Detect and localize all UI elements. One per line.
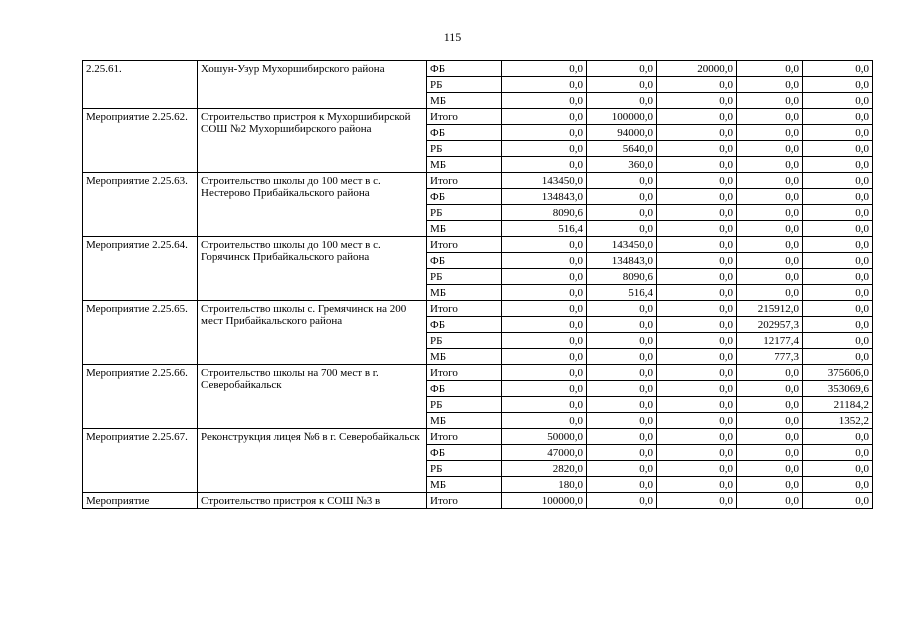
amount-cell: 0,0 bbox=[657, 317, 737, 333]
table-row bbox=[83, 493, 873, 509]
amount-cell: 0,0 bbox=[587, 445, 657, 461]
table-row bbox=[83, 109, 873, 125]
funding-source: Итого bbox=[427, 301, 502, 317]
page-number: 115 bbox=[443, 30, 462, 44]
amount-cell: 0,0 bbox=[657, 205, 737, 221]
amount-cell: 0,0 bbox=[502, 317, 587, 333]
amount-cell: 0,0 bbox=[657, 141, 737, 157]
amount-cell: 0,0 bbox=[737, 365, 803, 381]
amount-cell: 0,0 bbox=[737, 61, 803, 77]
amount-cell: 360,0 bbox=[587, 157, 657, 173]
amount-cell: 0,0 bbox=[657, 157, 737, 173]
funding-source: Итого bbox=[427, 493, 502, 509]
amount-cell: 0,0 bbox=[587, 413, 657, 429]
amount-cell: 12177,4 bbox=[737, 333, 803, 349]
amount-cell: 0,0 bbox=[657, 349, 737, 365]
amount-cell: 0,0 bbox=[737, 285, 803, 301]
activity-code: Мероприятие 2.25.67. bbox=[83, 429, 198, 493]
amount-cell: 0,0 bbox=[657, 365, 737, 381]
amount-cell: 0,0 bbox=[657, 125, 737, 141]
amount-cell: 0,0 bbox=[657, 93, 737, 109]
amount-cell: 0,0 bbox=[803, 269, 873, 285]
amount-cell: 516,4 bbox=[502, 221, 587, 237]
amount-cell: 0,0 bbox=[803, 493, 873, 509]
table-row bbox=[83, 301, 873, 317]
amount-cell: 0,0 bbox=[803, 477, 873, 493]
amount-cell: 0,0 bbox=[657, 413, 737, 429]
funding-source: Итого bbox=[427, 365, 502, 381]
funding-source: Итого bbox=[427, 429, 502, 445]
amount-cell: 0,0 bbox=[587, 317, 657, 333]
amount-cell: 21184,2 bbox=[803, 397, 873, 413]
amount-cell: 0,0 bbox=[657, 381, 737, 397]
amount-cell: 0,0 bbox=[502, 413, 587, 429]
amount-cell: 0,0 bbox=[657, 461, 737, 477]
amount-cell: 0,0 bbox=[737, 253, 803, 269]
amount-cell: 0,0 bbox=[737, 141, 803, 157]
amount-cell: 0,0 bbox=[737, 493, 803, 509]
amount-cell: 0,0 bbox=[737, 413, 803, 429]
amount-cell: 0,0 bbox=[587, 333, 657, 349]
amount-cell: 0,0 bbox=[803, 61, 873, 77]
funding-source: МБ bbox=[427, 93, 502, 109]
amount-cell: 50000,0 bbox=[502, 429, 587, 445]
funding-source: Итого bbox=[427, 109, 502, 125]
amount-cell: 0,0 bbox=[803, 125, 873, 141]
funding-source: ФБ bbox=[427, 189, 502, 205]
amount-cell: 0,0 bbox=[737, 109, 803, 125]
amount-cell: 1352,2 bbox=[803, 413, 873, 429]
amount-cell: 0,0 bbox=[657, 173, 737, 189]
table-row bbox=[83, 237, 873, 253]
amount-cell: 0,0 bbox=[737, 381, 803, 397]
amount-cell: 0,0 bbox=[803, 317, 873, 333]
funding-source: МБ bbox=[427, 221, 502, 237]
amount-cell: 0,0 bbox=[737, 173, 803, 189]
amount-cell: 0,0 bbox=[803, 333, 873, 349]
amount-cell: 0,0 bbox=[587, 205, 657, 221]
amount-cell: 0,0 bbox=[502, 109, 587, 125]
amount-cell: 0,0 bbox=[803, 141, 873, 157]
amount-cell: 180,0 bbox=[502, 477, 587, 493]
activity-name: Строительство пристроя к СОШ №3 в bbox=[198, 493, 427, 509]
amount-cell: 143450,0 bbox=[587, 237, 657, 253]
activity-name: Строительство пристроя к Мухоршибирской СОШ №2 Мухоршибирского района bbox=[198, 109, 427, 173]
amount-cell: 0,0 bbox=[657, 77, 737, 93]
amount-cell: 0,0 bbox=[502, 397, 587, 413]
amount-cell: 0,0 bbox=[587, 429, 657, 445]
amount-cell: 0,0 bbox=[502, 93, 587, 109]
amount-cell: 0,0 bbox=[587, 77, 657, 93]
amount-cell: 0,0 bbox=[502, 157, 587, 173]
funding-source: Итого bbox=[427, 237, 502, 253]
amount-cell: 0,0 bbox=[587, 477, 657, 493]
amount-cell: 0,0 bbox=[737, 429, 803, 445]
activity-code: Мероприятие 2.25.64. bbox=[83, 237, 198, 301]
funding-source: Итого bbox=[427, 173, 502, 189]
amount-cell: 5640,0 bbox=[587, 141, 657, 157]
table-row bbox=[83, 61, 873, 77]
funding-source: РБ bbox=[427, 205, 502, 221]
funding-source: РБ bbox=[427, 333, 502, 349]
amount-cell: 0,0 bbox=[657, 429, 737, 445]
amount-cell: 0,0 bbox=[502, 125, 587, 141]
amount-cell: 143450,0 bbox=[502, 173, 587, 189]
amount-cell: 0,0 bbox=[803, 349, 873, 365]
amount-cell: 0,0 bbox=[502, 237, 587, 253]
amount-cell: 0,0 bbox=[657, 189, 737, 205]
amount-cell: 215912,0 bbox=[737, 301, 803, 317]
amount-cell: 0,0 bbox=[803, 461, 873, 477]
amount-cell: 8090,6 bbox=[502, 205, 587, 221]
amount-cell: 0,0 bbox=[657, 477, 737, 493]
amount-cell: 0,0 bbox=[587, 301, 657, 317]
amount-cell: 0,0 bbox=[657, 397, 737, 413]
funding-source: РБ bbox=[427, 397, 502, 413]
amount-cell: 47000,0 bbox=[502, 445, 587, 461]
activity-name: Реконструкция лицея №6 в г. Северобайкальск bbox=[198, 429, 427, 493]
budget-table bbox=[82, 60, 873, 509]
funding-source: МБ bbox=[427, 413, 502, 429]
amount-cell: 0,0 bbox=[587, 397, 657, 413]
activity-name: Хошун-Узур Мухоршибирского района bbox=[198, 61, 427, 109]
amount-cell: 0,0 bbox=[803, 157, 873, 173]
amount-cell: 0,0 bbox=[657, 445, 737, 461]
amount-cell: 0,0 bbox=[737, 461, 803, 477]
amount-cell: 0,0 bbox=[737, 205, 803, 221]
amount-cell: 0,0 bbox=[803, 205, 873, 221]
funding-source: ФБ bbox=[427, 381, 502, 397]
funding-source: ФБ bbox=[427, 445, 502, 461]
amount-cell: 0,0 bbox=[587, 493, 657, 509]
amount-cell: 0,0 bbox=[803, 189, 873, 205]
amount-cell: 0,0 bbox=[587, 221, 657, 237]
funding-source: ФБ bbox=[427, 125, 502, 141]
amount-cell: 777,3 bbox=[737, 349, 803, 365]
amount-cell: 0,0 bbox=[657, 301, 737, 317]
amount-cell: 0,0 bbox=[502, 381, 587, 397]
activity-name: Строительство школы до 100 мест в с. Горячинск Прибайкальского района bbox=[198, 237, 427, 301]
amount-cell: 0,0 bbox=[737, 221, 803, 237]
amount-cell: 0,0 bbox=[502, 141, 587, 157]
amount-cell: 0,0 bbox=[803, 77, 873, 93]
amount-cell: 0,0 bbox=[502, 333, 587, 349]
amount-cell: 0,0 bbox=[803, 301, 873, 317]
table-row bbox=[83, 365, 873, 381]
amount-cell: 8090,6 bbox=[587, 269, 657, 285]
amount-cell: 0,0 bbox=[587, 61, 657, 77]
amount-cell: 0,0 bbox=[737, 269, 803, 285]
funding-source: МБ bbox=[427, 349, 502, 365]
amount-cell: 516,4 bbox=[587, 285, 657, 301]
amount-cell: 0,0 bbox=[803, 173, 873, 189]
amount-cell: 353069,6 bbox=[803, 381, 873, 397]
amount-cell: 0,0 bbox=[502, 77, 587, 93]
amount-cell: 0,0 bbox=[587, 461, 657, 477]
amount-cell: 0,0 bbox=[587, 93, 657, 109]
amount-cell: 0,0 bbox=[803, 253, 873, 269]
amount-cell: 100000,0 bbox=[587, 109, 657, 125]
amount-cell: 0,0 bbox=[737, 125, 803, 141]
amount-cell: 0,0 bbox=[587, 381, 657, 397]
amount-cell: 0,0 bbox=[502, 285, 587, 301]
activity-name: Строительство школы до 100 мест в с. Нестерово Прибайкальского района bbox=[198, 173, 427, 237]
amount-cell: 0,0 bbox=[737, 237, 803, 253]
funding-source: МБ bbox=[427, 157, 502, 173]
table-row bbox=[83, 173, 873, 189]
funding-source: МБ bbox=[427, 477, 502, 493]
amount-cell: 0,0 bbox=[587, 173, 657, 189]
amount-cell: 0,0 bbox=[502, 349, 587, 365]
activity-code: Мероприятие 2.25.65. bbox=[83, 301, 198, 365]
amount-cell: 2820,0 bbox=[502, 461, 587, 477]
amount-cell: 0,0 bbox=[737, 397, 803, 413]
amount-cell: 0,0 bbox=[803, 221, 873, 237]
amount-cell: 202957,3 bbox=[737, 317, 803, 333]
amount-cell: 0,0 bbox=[657, 333, 737, 349]
activity-name: Строительство школы на 700 мест в г. Северобайкальск bbox=[198, 365, 427, 429]
amount-cell: 0,0 bbox=[737, 157, 803, 173]
amount-cell: 0,0 bbox=[502, 301, 587, 317]
amount-cell: 0,0 bbox=[587, 189, 657, 205]
amount-cell: 0,0 bbox=[657, 237, 737, 253]
amount-cell: 0,0 bbox=[587, 365, 657, 381]
funding-source: РБ bbox=[427, 77, 502, 93]
amount-cell: 0,0 bbox=[502, 253, 587, 269]
amount-cell: 134843,0 bbox=[502, 189, 587, 205]
funding-source: ФБ bbox=[427, 317, 502, 333]
amount-cell: 0,0 bbox=[803, 429, 873, 445]
activity-code: 2.25.61. bbox=[83, 61, 198, 109]
amount-cell: 0,0 bbox=[657, 109, 737, 125]
amount-cell: 0,0 bbox=[657, 221, 737, 237]
amount-cell: 0,0 bbox=[803, 445, 873, 461]
amount-cell: 100000,0 bbox=[502, 493, 587, 509]
amount-cell: 0,0 bbox=[502, 365, 587, 381]
amount-cell: 0,0 bbox=[502, 269, 587, 285]
amount-cell: 0,0 bbox=[502, 61, 587, 77]
funding-source: РБ bbox=[427, 461, 502, 477]
amount-cell: 0,0 bbox=[737, 189, 803, 205]
funding-source: МБ bbox=[427, 285, 502, 301]
amount-cell: 0,0 bbox=[803, 237, 873, 253]
table-row bbox=[83, 429, 873, 445]
amount-cell: 134843,0 bbox=[587, 253, 657, 269]
amount-cell: 0,0 bbox=[737, 445, 803, 461]
amount-cell: 0,0 bbox=[587, 349, 657, 365]
amount-cell: 0,0 bbox=[657, 493, 737, 509]
amount-cell: 0,0 bbox=[657, 253, 737, 269]
amount-cell: 0,0 bbox=[803, 93, 873, 109]
funding-source: ФБ bbox=[427, 61, 502, 77]
amount-cell: 0,0 bbox=[737, 77, 803, 93]
amount-cell: 0,0 bbox=[737, 93, 803, 109]
amount-cell: 0,0 bbox=[657, 285, 737, 301]
amount-cell: 375606,0 bbox=[803, 365, 873, 381]
amount-cell: 94000,0 bbox=[587, 125, 657, 141]
amount-cell: 20000,0 bbox=[657, 61, 737, 77]
funding-source: РБ bbox=[427, 269, 502, 285]
activity-name: Строительство школы с. Гремячинск на 200 мест Прибайкальского района bbox=[198, 301, 427, 365]
funding-source: РБ bbox=[427, 141, 502, 157]
activity-code: Мероприятие 2.25.62. bbox=[83, 109, 198, 173]
amount-cell: 0,0 bbox=[803, 285, 873, 301]
amount-cell: 0,0 bbox=[737, 477, 803, 493]
amount-cell: 0,0 bbox=[803, 109, 873, 125]
activity-code: Мероприятие 2.25.63. bbox=[83, 173, 198, 237]
funding-source: ФБ bbox=[427, 253, 502, 269]
activity-code: Мероприятие 2.25.66. bbox=[83, 365, 198, 429]
activity-code: Мероприятие bbox=[83, 493, 198, 509]
amount-cell: 0,0 bbox=[657, 269, 737, 285]
